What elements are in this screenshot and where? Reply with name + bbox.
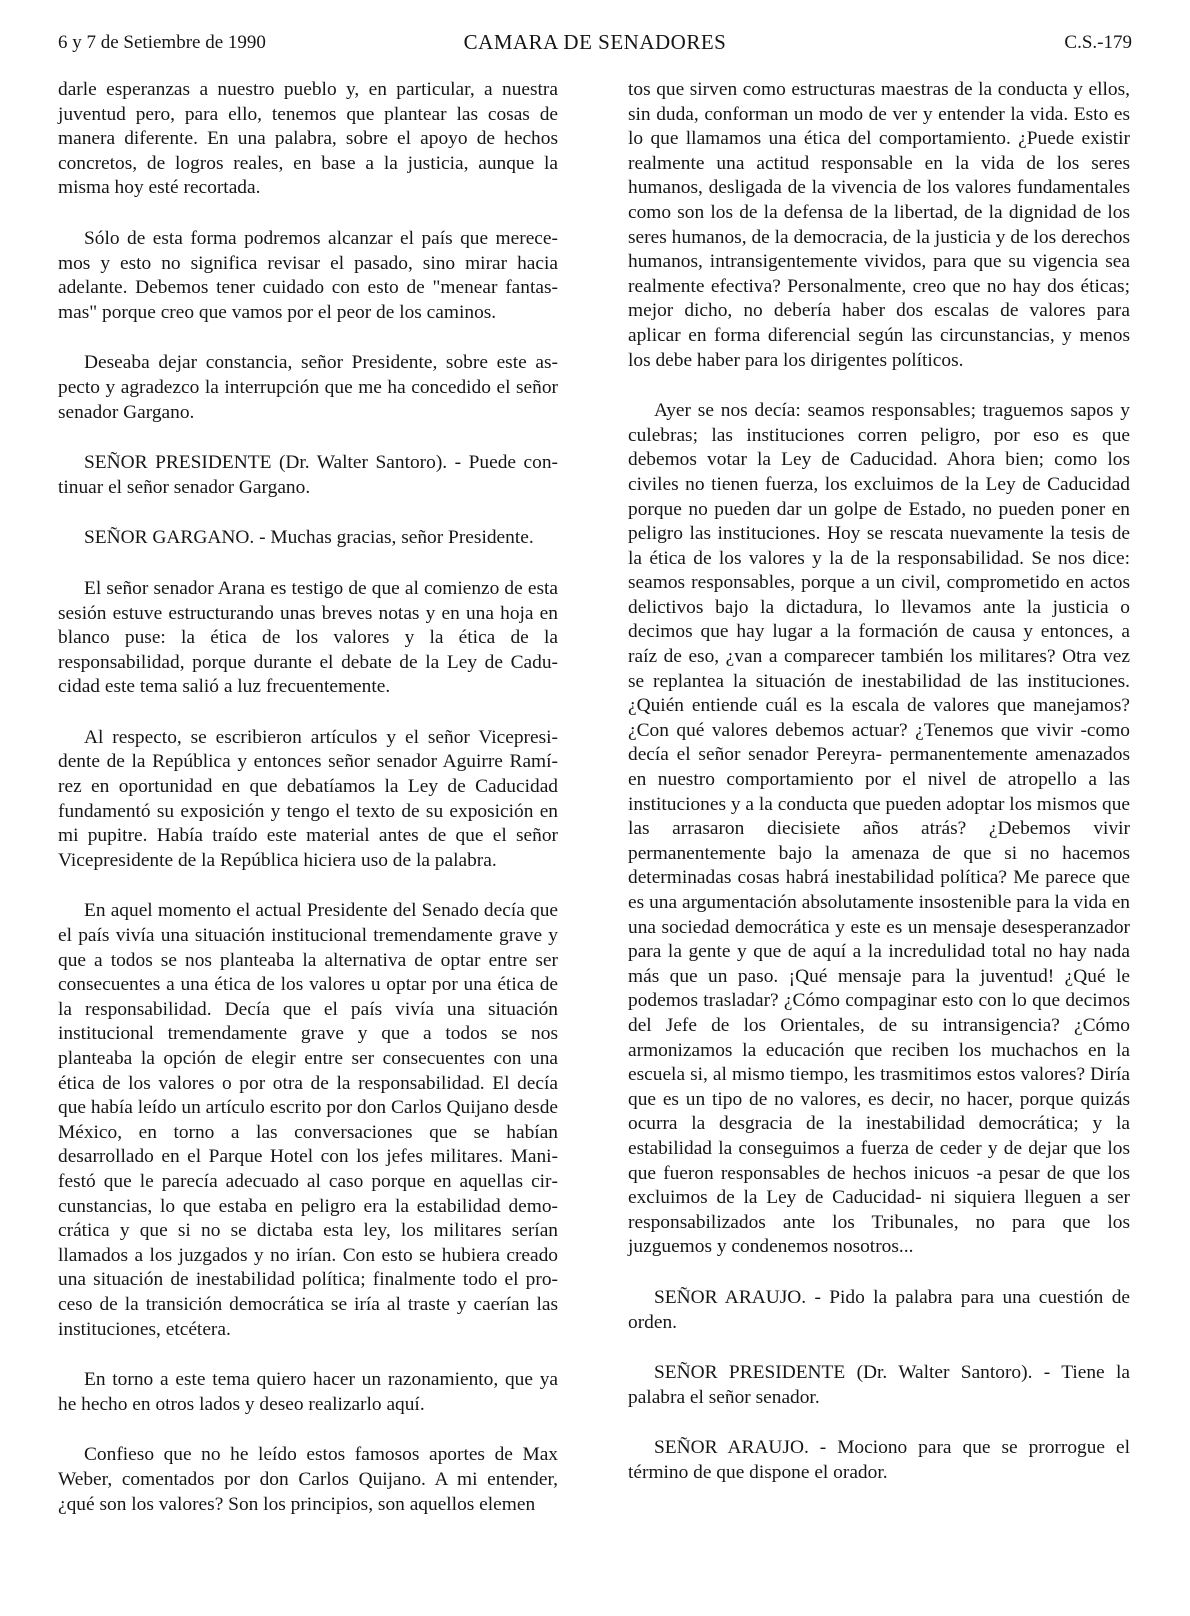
- page-header: [58, 30, 1132, 60]
- paragraph: En torno a este tema quiero hacer un razonamiento, que ya he hecho en otros lados y deseo realizarlo aquí.: [58, 1369, 558, 1415]
- paragraph-continuation: darle esperanzas a nuestro pueblo y, en particular, a nuestra juventud pero, para ello, tenemos que plantear las cosas de manera diferente. En una palabra, sobre el apoyo de hechos concretos, de logros reales, en base a la justicia, aunque la misma hoy esté recortada.: [58, 79, 558, 199]
- left-column: [58, 78, 558, 1543]
- chamber-title: CAMARA DE SENADORES: [463, 30, 727, 54]
- speaker-paragraph: SEÑOR PRESIDENTE (Dr. Walter Santoro). - Puede continuar el señor senador Gargano.: [58, 452, 558, 498]
- paragraph: El señor senador Arana es testigo de que al comienzo de esta sesión estuve estructurando unas breves notas y en una hoja en blanco puse: la ética de los valores y la ética de la responsabilidad, porque durante el debate de la Ley de Caducidad este tema salió a luz frecuentemente.: [58, 577, 558, 698]
- speaker-paragraph: SEÑOR ARAUJO. - Mociono para que se prorrogue el término de que dispone el orador.: [628, 1437, 1130, 1483]
- page-reference: C.S.-179: [1064, 32, 1132, 53]
- paragraph: Confieso que no he leído estos famosos aportes de Max Weber, comentados por don Carlos Quijano. A mi entender, ¿qué son los valores? Son los principios, son aquellos elemen: [58, 1444, 558, 1515]
- paragraph: Ayer se nos decía: seamos responsables; traguemos sapos y culebras; las instituciones corren peligro, por eso es que debemos votar la Ley de Caducidad. Ahora bien; como los civiles no tienen fuerza, los excluimos de la Ley de Caducidad porque no pueden dar un golpe de Estado, no pueden poner en peligro las instituciones. Hoy se rescata nuevamente la tesis de la ética de los valores y la de la responsabilidad. Se nos dice: seamos responsables, porque a un civil, comprometido en actos delictivos bajo la dictadura, lo llevamos ante la justicia o decimos que hay lugar a la formación de causa y entonces, a raíz de eso, ¿van a comparecer también los militares? Otra vez se replantea la situación de inestabilidad de las instituciones. ¿Quién entiende cuál es la escala de valores que manejamos? ¿Con qué valores debemos actuar? ¿Tenemos que vivir -como decía el señor senador Pereyra- permanentemente amenazados en nuestro comportamiento por el nivel de atropello a las instituciones y a la conducta que pueden adoptar los mismos que las arrasaron diecisiete años atrás? ¿Debemos vivir permanentemente bajo la amenaza de que si no hacemos determinadas cosas habrá inestabilidad política? Me parece que es una argumentación absolutamente insostenible para la vida en una sociedad democrática y este es un mensaje desesperanzador para la gente y que de aquí a la incredulidad total no hay nada más que un paso. ¡Qué mensaje para la juventud! ¿Qué le podemos trasladar? ¿Cómo compaginar esto con lo que decimos del Jefe de los Orientales, de su intransigencia? ¿Cómo armonizamos la educación que reciben los muchachos en la escuela si, al mismo tiempo, les trasmitimos estos valores? Diría que es un tipo de no valores, es decir, no hacer, porque quizás ocurra la desgracia de la inestabilidad democrática; y la estabilidad la conseguimos a fuerza de ceder y de dejar que los que fueron responsables de hechos inicuos -a pesar de que los excluimos de la Ley de Caducidad- ni siquiera lleguen a ser responsabilizados ante los Tribunales, no para que los juzguemos y condenemos nosotros...: [628, 400, 1130, 1258]
- paragraph: En aquel momento el actual Presidente del Senado decía que el país vivía una situación institucional tremendamente grave y que a todos se nos planteaba la alternativa de optar entre ser consecuentes a una ética de los valores u optar por una ética de la responsabilidad. Decía que el país vivía una situación institucional tremendamente grave y que a todos se nos planteaba la opción de elegir entre ser consecuentes con una ética de los valores o por otra de la responsabilidad. El decía que había leído un artículo escrito por don Carlos Quijano desde México, en torno a las conversaciones que se habían desarrollado en el Parque Hotel con los jefes militares. Manifestó que le parecía adecuado al caso porque en aquellas circunstancias, lo que estaba en peligro era la estabilidad democrática y que si no se dictaba esta ley, los militares serían llamados a los juzgados y no irían. Con esto se hubiera creado una situación de inestabilidad política; finalmente todo el proceso de la transición democrática se iría al traste y caerían las instituciones, etcétera.: [58, 900, 558, 1340]
- right-column: [628, 78, 1130, 1511]
- paragraph: Deseaba dejar constancia, señor Presidente, sobre este aspecto y agradezco la interrupción que me ha concedido el señor senador Gargano.: [58, 352, 558, 423]
- paragraph: Al respecto, se escribieron artículos y el señor Vicepresidente de la República y entonces señor senador Aguirre Ramírez en oportunidad en que debatíamos la Ley de Caducidad fundamentó su exposición y tengo el texto de su exposición en mi pupitre. Había traído este material antes de que el señor Vicepresidente de la República hiciera uso de la palabra.: [58, 726, 558, 871]
- speaker-paragraph: SEÑOR ARAUJO. - Pido la palabra para una cuestión de orden.: [628, 1286, 1130, 1333]
- speaker-paragraph: SEÑOR GARGANO. - Muchas gracias, señor Presidente.: [84, 527, 534, 549]
- paragraph: Sólo de esta forma podremos alcanzar el país que merecemos y esto no significa revisar el pasado, sino mirar hacia adelante. Debemos tener cuidado con esto de "menear fantasmas" porque creo que vamos por el peor de los caminos.: [58, 227, 558, 323]
- speaker-paragraph: SEÑOR PRESIDENTE (Dr. Walter Santoro). - Tiene la palabra el señor senador.: [628, 1362, 1130, 1408]
- paragraph-continuation: tos que sirven como estructuras maestras de la conducta y ellos, sin duda, conforman un modo de ver y entender la vida. Esto es lo que llamamos una ética del comportamiento. ¿Puede existir realmente una actitud responsable en la vida de los seres humanos, desligada de la vivencia de los valores fundamentales como son los de la defensa de la libertad, de la dignidad de los seres humanos, de la democracia, de la justicia y de los derechos humanos, intransigentemente vividos, para que su vigencia sea realmente efectiva? Personalmente, creo que no hay dos éticas; mejor dicho, no debería haber dos escalas de valores para aplicar en forma diferencial según las circunstancias, y menos los debe haber para los dirigentes políticos.: [628, 79, 1130, 371]
- session-date: 6 y 7 de Setiembre de 1990: [58, 32, 266, 53]
